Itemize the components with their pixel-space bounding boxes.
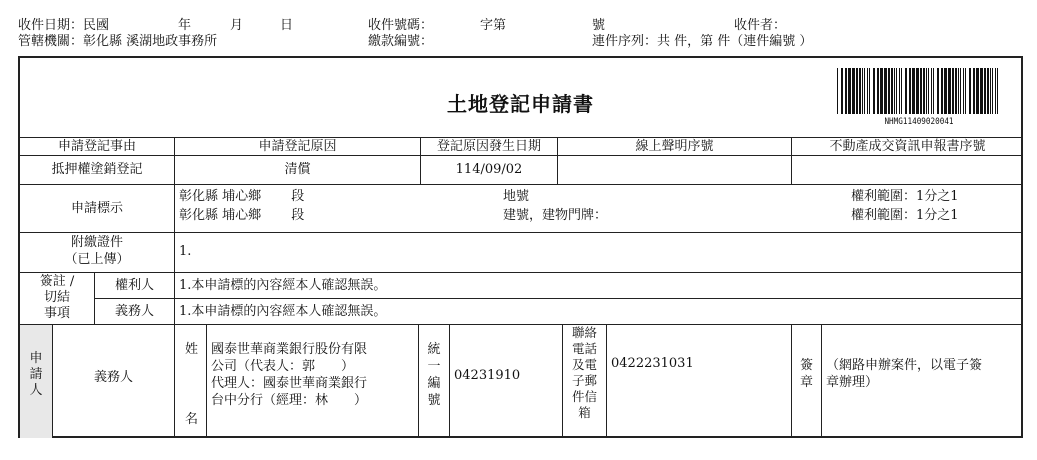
transaction-serial-value (792, 156, 1023, 185)
month-label: 月 (230, 18, 244, 33)
attach-label-line1: 附繳證件 (70, 235, 123, 250)
sign-label-char: 章 (799, 375, 813, 390)
sign-value-line: （網路申辦案件，以電子簽 (826, 358, 983, 373)
barcode-image (837, 68, 1001, 114)
title-row (20, 58, 1021, 138)
name-label-cell (175, 325, 207, 438)
uid-label (419, 325, 450, 438)
right-holder-note: 1.本申請標的內容經本人確認無誤。 (175, 273, 1023, 299)
applicant-label-char: 請 (29, 367, 43, 382)
payment-no-label: 繳款編號： (368, 34, 434, 49)
sign-value (822, 325, 1023, 438)
name-line: 公司（代表人：郭 ） (211, 359, 355, 374)
cause-date: 114/09/02 (421, 156, 558, 185)
receiver-label: 收件者： (734, 18, 787, 33)
name-line: 代理人：國泰世華商業銀行 (211, 376, 368, 391)
contact-label-line: 件信 (571, 389, 597, 404)
uid-label-char: 一 (427, 359, 441, 374)
receipt-date-label: 收件日期：民國 (18, 18, 110, 33)
contact-value: 0422231031 (607, 325, 792, 438)
name-label-line2: 名 (185, 412, 199, 427)
obligor-name (207, 325, 419, 438)
col-header-transaction-serial: 不動產成交資訊申報書序號 (792, 137, 1023, 156)
applicant-label (20, 325, 53, 438)
contact-label-line: 子郵 (571, 373, 597, 388)
hao-label: 號 (592, 18, 606, 33)
target-label: 申請標示 (20, 185, 175, 233)
online-serial-value (558, 156, 792, 185)
contact-label-line: 電話 (571, 341, 597, 356)
uid-label-char: 統 (427, 342, 441, 357)
contact-label-line: 及電 (571, 357, 597, 372)
year-label: 年 (178, 18, 192, 33)
target-line1-location: 彰化縣 埔心鄉 段 (179, 189, 305, 204)
jurisdiction-label: 管轄機關：彰化縣 溪湖地政事務所 (18, 34, 218, 49)
name-line: 台中分行（經理：林 ） (211, 393, 368, 408)
receipt-no-label: 收件號碼： (368, 18, 434, 33)
sign-label-char: 簽 (799, 358, 813, 373)
col-header-cause: 申請登記原因 (175, 137, 421, 156)
applicant-label-char: 申 (29, 351, 43, 366)
applicant-role: 義務人 (53, 325, 175, 438)
day-label: 日 (280, 18, 294, 33)
applicant-label-char: 人 (29, 383, 43, 398)
zi-di-label: 字第 (480, 18, 507, 33)
col-header-reason: 申請登記事由 (20, 137, 175, 156)
attach-label-line2: （已上傳） (64, 252, 130, 267)
contact-label (563, 325, 607, 438)
form-title: 土地登記申請書 (447, 92, 594, 116)
uid-label-char: 號 (427, 393, 441, 408)
target-line1-rights: 權利範圍：1分之1 (851, 189, 959, 204)
target-line2-building: 建號，建物門牌： (503, 208, 608, 223)
target-line2-rights: 權利範圍：1分之1 (851, 208, 959, 223)
sign-label (792, 325, 822, 438)
uid-value: 04231910 (450, 325, 563, 438)
obligor-label: 義務人 (95, 299, 175, 325)
registration-cause: 清償 (175, 156, 421, 185)
note-label-line3: 事項 (43, 306, 70, 321)
contact-label-line: 箱 (578, 405, 591, 420)
attach-value: 1. (175, 233, 1023, 273)
serial-text: 連件序列：共 件，第 件（連件編號 ） (592, 34, 813, 49)
name-label-line1: 姓 (185, 342, 199, 357)
uid-label-char: 編 (427, 376, 441, 391)
col-header-date: 登記原因發生日期 (421, 137, 558, 156)
barcode-number: NHMG11409020041 (884, 117, 954, 127)
right-holder-label: 權利人 (95, 273, 175, 299)
obligor-note: 1.本申請標的內容經本人確認無誤。 (175, 299, 1023, 325)
application-form (18, 56, 1023, 438)
target-line1-lot: 地號 (503, 189, 530, 204)
attach-label (20, 233, 175, 273)
note-label-line2: 切結 (43, 290, 70, 305)
col-header-online-serial: 線上聲明序號 (558, 137, 792, 156)
note-label-line1: 簽註 / (39, 274, 75, 289)
contact-label-line: 聯絡 (571, 325, 597, 340)
name-line: 國泰世華商業銀行股份有限 (211, 342, 368, 357)
note-label (20, 273, 95, 325)
target-cell (175, 185, 1023, 233)
target-line2-location: 彰化縣 埔心鄉 段 (179, 208, 305, 223)
sign-value-line: 章辦理） (826, 375, 879, 390)
registration-reason: 抵押權塗銷登記 (20, 156, 175, 185)
